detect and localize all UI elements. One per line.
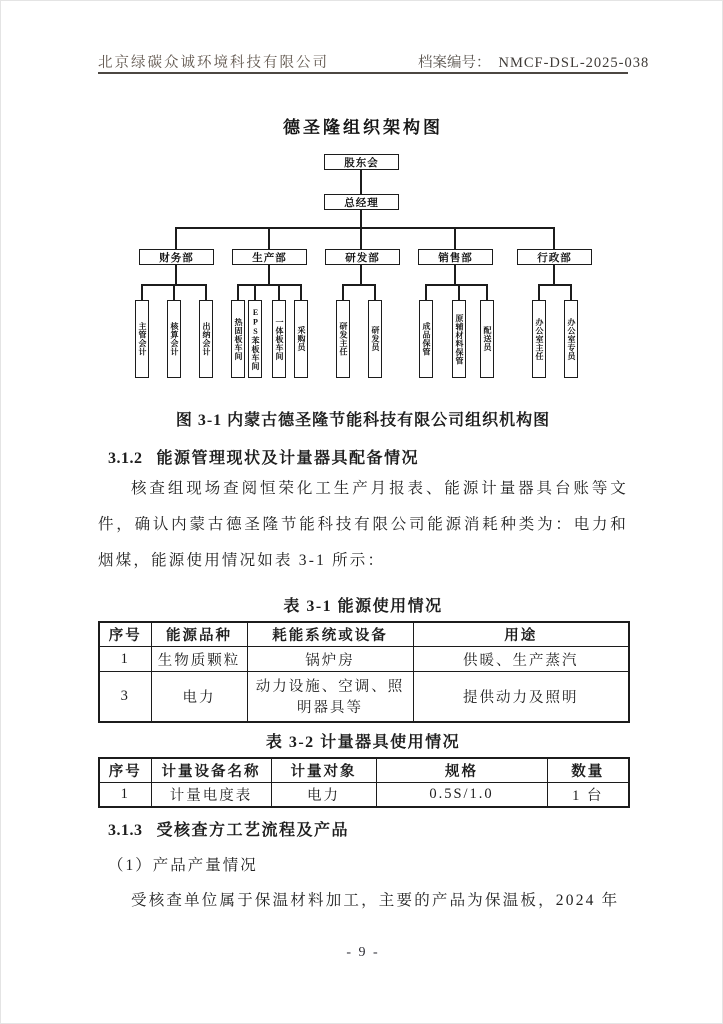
- header-divider: [98, 72, 628, 74]
- org-connector: [360, 227, 362, 249]
- table-3-1: [98, 621, 630, 723]
- org-connector: [268, 265, 270, 284]
- column-header: 序号: [99, 622, 151, 647]
- org-connector: [426, 284, 488, 286]
- org-connector: [175, 227, 555, 229]
- table-cell: 0.5S/1.0: [376, 783, 547, 808]
- org-box-product-keeper: 成品保管: [419, 300, 433, 378]
- column-header: 耗能系统或设备: [247, 622, 413, 647]
- org-box-material-keeper: 原辅材料保管: [452, 300, 466, 378]
- org-connector: [342, 284, 344, 300]
- header-doc-label: 档案编号：: [418, 55, 491, 71]
- org-connector: [205, 284, 207, 300]
- column-header: 数量: [547, 758, 629, 783]
- org-box-panel-workshop: 一体板车间: [272, 300, 286, 378]
- org-chart-title: 德圣隆组织架构图: [283, 118, 443, 137]
- org-box-eps-workshop: EPS苯板车间: [248, 300, 262, 378]
- header-company: 北京绿碳众诚环境科技有限公司: [98, 55, 329, 71]
- org-box-shareholders: 股东会: [324, 154, 399, 170]
- org-connector: [425, 284, 427, 300]
- org-connector: [360, 210, 362, 227]
- header-doc-id: [418, 51, 649, 72]
- table-3-2: [98, 757, 630, 808]
- org-connector: [486, 284, 488, 300]
- table-row: [99, 783, 629, 808]
- org-connector: [141, 284, 143, 300]
- org-box-rnd-dept: 研发部: [325, 249, 400, 265]
- org-connector: [300, 284, 302, 300]
- section-heading-313: [108, 817, 349, 840]
- org-connector: [553, 265, 555, 284]
- org-connector: [175, 265, 177, 284]
- figure-caption: 图 3-1 内蒙古德圣隆节能科技有限公司组织机构图: [175, 412, 551, 429]
- section-number: 3.1.3: [108, 822, 143, 839]
- sub-item-product-output: （1）产品产量情况: [108, 857, 258, 874]
- table-cell: 1: [99, 783, 151, 808]
- org-box-cost-accountant: 核算会计: [167, 300, 181, 378]
- table-3-1-title: 表 3-1 能源使用情况: [283, 598, 443, 615]
- table-cell: 生物质颗粒: [151, 647, 247, 672]
- org-connector: [175, 227, 177, 249]
- section-title: 受核查方工艺流程及产品: [156, 822, 350, 839]
- table-cell: 计量电度表: [151, 783, 271, 808]
- table-cell: 电力: [151, 672, 247, 722]
- table-cell: 动力设施、空调、照明器具等: [247, 672, 413, 722]
- org-box-chief-accountant: 主管会计: [135, 300, 149, 378]
- org-connector: [454, 227, 456, 249]
- table-cell: 3: [99, 672, 151, 722]
- org-connector: [454, 265, 456, 284]
- org-connector: [539, 284, 572, 286]
- org-box-cashier-accountant: 出纳会计: [199, 300, 213, 378]
- section-heading-312: [108, 445, 419, 468]
- column-header: 能源品种: [151, 622, 247, 647]
- header-doc-number: NMCF-DSL-2025-038: [498, 55, 650, 71]
- table-3-2-title: 表 3-2 计量器具使用情况: [265, 734, 461, 751]
- org-box-office-clerk: 办公室专员: [564, 300, 578, 378]
- org-connector: [374, 284, 376, 300]
- table-cell: 1: [99, 647, 151, 672]
- org-connector: [570, 284, 572, 300]
- table-row: [99, 647, 629, 672]
- table-cell: 1 台: [547, 783, 629, 808]
- org-box-thermoset-workshop: 热固板车间: [231, 300, 245, 378]
- table-cell: 电力: [271, 783, 376, 808]
- column-header: 规格: [376, 758, 547, 783]
- org-connector: [343, 284, 376, 286]
- table-cell: 提供动力及照明: [413, 672, 629, 722]
- org-connector: [538, 284, 540, 300]
- org-chart: [98, 141, 628, 396]
- table-row: [99, 672, 629, 722]
- column-header: 计量对象: [271, 758, 376, 783]
- org-connector: [278, 284, 280, 300]
- section-number: 3.1.2: [108, 450, 143, 467]
- org-box-admin-dept: 行政部: [517, 249, 592, 265]
- body-paragraph-2: 受核查单位属于保温材料加工，主要的产品为保温板，2024 年: [131, 892, 620, 909]
- table-cell: 锅炉房: [247, 647, 413, 672]
- org-box-rnd-director: 研发主任: [336, 300, 350, 378]
- table-header-row: [99, 758, 629, 783]
- org-connector: [268, 227, 270, 249]
- org-box-purchaser: 采购员: [294, 300, 308, 378]
- column-header: 用途: [413, 622, 629, 647]
- column-header: 序号: [99, 758, 151, 783]
- org-connector: [458, 284, 460, 300]
- org-box-rnd-staff: 研发员: [368, 300, 382, 378]
- org-box-production-dept: 生产部: [232, 249, 307, 265]
- org-connector: [553, 227, 555, 249]
- page-number: - 9 -: [346, 945, 380, 960]
- org-connector: [360, 265, 362, 284]
- column-header: 计量设备名称: [151, 758, 271, 783]
- body-paragraph-1: 核查组现场查阅恒荣化工生产月报表、能源计量器具台账等文件，确认内蒙古德圣隆节能科技有限公司能源消耗种类为：电力和烟煤，能源使用情况如表 3-1 所示：: [98, 480, 628, 569]
- org-box-sales-dept: 销售部: [418, 249, 493, 265]
- section-title: 能源管理现状及计量器具配备情况: [156, 450, 420, 467]
- table-cell: 供暖、生产蒸汽: [413, 647, 629, 672]
- org-box-finance-dept: 财务部: [139, 249, 214, 265]
- org-connector: [173, 284, 175, 300]
- org-box-general-manager: 总经理: [324, 194, 399, 210]
- table-header-row: [99, 622, 629, 647]
- org-connector: [237, 284, 239, 300]
- org-connector: [360, 170, 362, 194]
- org-box-delivery-staff: 配送员: [480, 300, 494, 378]
- org-connector: [254, 284, 256, 300]
- org-box-office-director: 办公室主任: [532, 300, 546, 378]
- org-connector: [237, 284, 302, 286]
